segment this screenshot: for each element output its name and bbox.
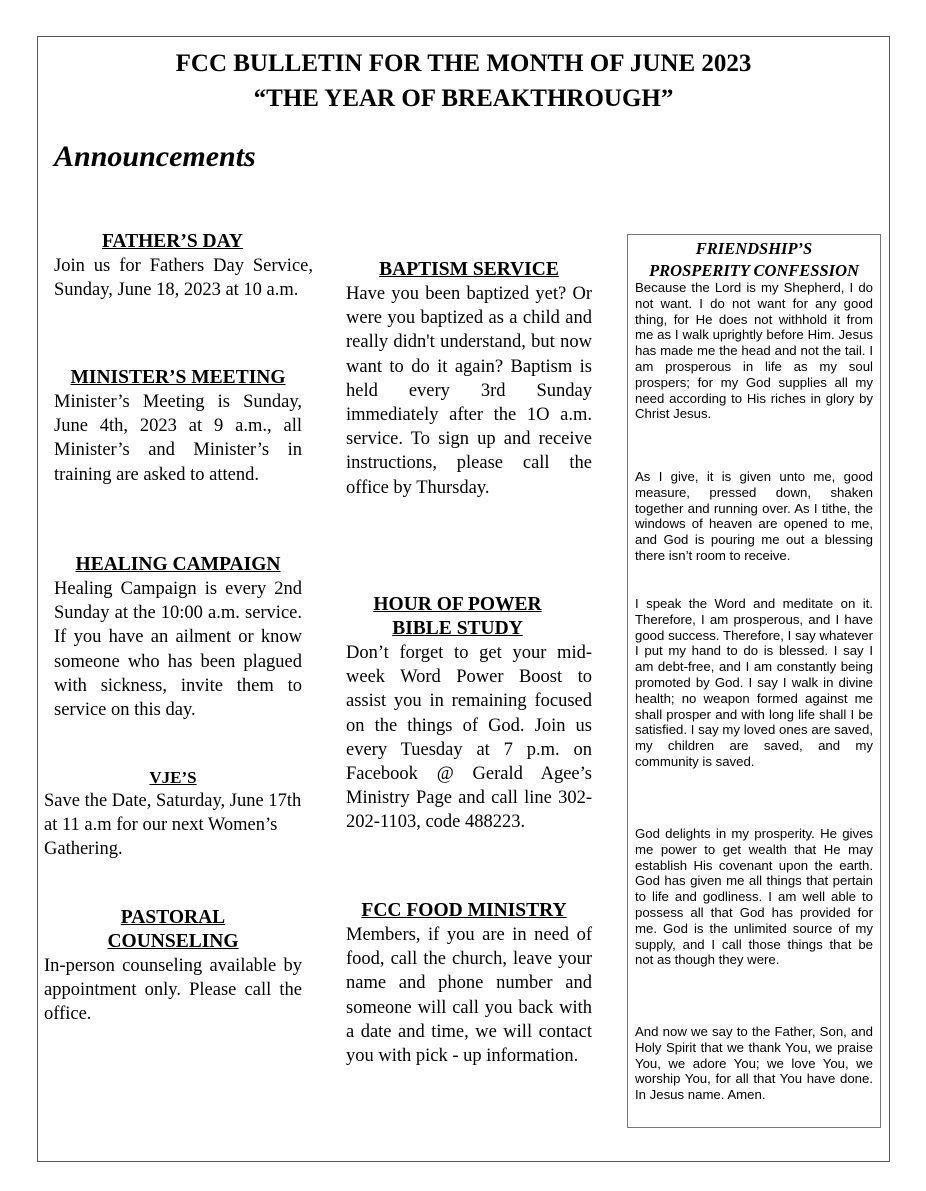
pastoral-counseling-heading-line1: PASTORAL xyxy=(120,907,226,928)
healing-campaign-heading: HEALING CAMPAIGN xyxy=(75,554,281,575)
pastoral-counseling-section xyxy=(44,906,302,1027)
confession-paragraph: As I give, it is given unto me, good measure, pressed down, shaken together and running over. As I tithe, the windows of heaven are opened to me, and God is pouring me out a blessing there isn’t room to receive. xyxy=(635,469,873,563)
confession-title-line1: FRIENDSHIP’S xyxy=(695,239,813,258)
hour-of-power-heading-line1: HOUR OF POWER xyxy=(373,594,542,615)
confession-paragraph: And now we say to the Father, Son, and Holy Spirit that we thank You, we praise You, we adore You; we love You, we worship You, for all that You have done. In Jesus name. Amen. xyxy=(635,1024,873,1103)
baptism-heading: BAPTISM SERVICE xyxy=(379,259,559,280)
vjes-section xyxy=(44,767,302,862)
vjes-body: Save the Date, Saturday, June 17th at 11 a.m for our next Women’s Gathering. xyxy=(44,791,302,860)
food-ministry-body: Members, if you are in need of food, call the church, leave your name and phone number and someone will call you back with a date and time, we will contact you with pick - up information. xyxy=(346,925,592,1067)
confession-paragraph: I speak the Word and meditate on it. Therefore, I am prosperous, and I have good success. Therefore, I say whatever I put my hand to do is blessed. I say I am debt-free, and I am constantly being promoted by God. I say I walk in divine health; no weapon formed against me shall prosper and with long life shall I be satisfied. I say my loved ones are saved, my children are saved, and my community is saved. xyxy=(635,596,873,769)
bulletin-theme: “THE YEAR OF BREAKTHROUGH” xyxy=(253,85,674,112)
fathers-day-section xyxy=(54,230,313,302)
food-ministry-heading: FCC FOOD MINISTRY xyxy=(361,900,567,921)
hour-of-power-heading-line2: BIBLE STUDY xyxy=(392,618,523,639)
pastoral-counseling-body: In-person counseling available by appointment only. Please call the office. xyxy=(44,956,302,1025)
fathers-day-heading: FATHER’S DAY xyxy=(101,231,244,252)
ministers-meeting-section xyxy=(54,366,302,487)
pastoral-counseling-heading-line2: COUNSELING xyxy=(107,931,239,952)
ministers-meeting-body: Minister’s Meeting is Sunday, June 4th, 2023 at 9 a.m., all Minister’s and Minister’s in training are asked to attend. xyxy=(54,392,302,485)
fathers-day-body: Join us for Fathers Day Service, Sunday, June 18, 2023 at 10 a.m. xyxy=(54,256,313,301)
hour-of-power-body: Don’t forget to get your mid-week Word Power Boost to assist you in remaining focused on the things of God. Join us every Tuesday at 7 p.m. on Facebook @ Gerald Agee’s Ministry Page and call line 302-202-1103, code 488223. xyxy=(346,643,592,833)
announcements-heading: Announcements xyxy=(54,140,256,173)
baptism-body: Have you been baptized yet? Or were you baptized as a child and really didn't understand, but now want to do it again? Baptism is held every 3rd Sunday immediately after the 1O a.m. service. To sign up and receive instructions, please call the office by Thursday. xyxy=(346,284,592,498)
confession-paragraph: God delights in my prosperity. He gives me power to get wealth that He may establish His covenant upon the earth. God has given me all things that pertain to life and godliness. I am well able to possess all that God has provided for me. God is the unlimited source of my supply, and I call those things that be not as though they were. xyxy=(635,826,873,968)
confession-paragraph: Because the Lord is my Shepherd, I do not want. I do not want for any good thing, for He does not withhold it from me as I walk uprightly before Him. Jesus has made me the head and not the tail. I am prosperous in life as my soul prospers; for my God supplies all my need according to His riches in glory by Christ Jesus. xyxy=(635,280,873,422)
ministers-meeting-heading: MINISTER’S MEETING xyxy=(70,367,286,388)
food-ministry-section xyxy=(346,899,592,1068)
healing-campaign-body: Healing Campaign is every 2nd Sunday at the 10:00 a.m. service. If you have an ailment or know someone who has been plagued with sickness, invite them to service on this day. xyxy=(54,579,302,721)
confession-title-line2: PROSPERITY CONFESSION xyxy=(649,260,859,280)
baptism-section xyxy=(346,258,592,500)
vjes-heading: VJE’S xyxy=(149,768,197,787)
healing-campaign-section xyxy=(54,553,302,722)
hour-of-power-section xyxy=(346,593,592,835)
bulletin-title: FCC BULLETIN FOR THE MONTH OF JUNE 2023 xyxy=(175,50,752,77)
confession-title xyxy=(627,238,881,281)
